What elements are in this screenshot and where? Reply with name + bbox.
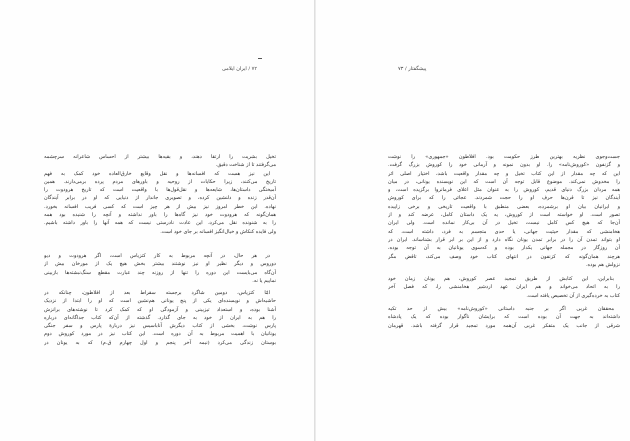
left-page xyxy=(0,0,314,441)
text-line: تصور است. او خواسته است از کوروش، یه یک داستان کامل، عرضه کند و از xyxy=(388,212,620,219)
text-line: آیندگان نیز تا قرن‌ها حرف او را حجت شمردند. عجائی را که برای کوروش xyxy=(388,195,620,202)
text-line: ولی فایده کنکاش و خیال‌انگیز افسانه بر جای خود است. xyxy=(160,228,276,235)
page-mark xyxy=(258,58,262,59)
text-line: هخامنشی که مقدار حیثیت جهانی، یا حدی متجسم به فرد، داشته است، که xyxy=(388,228,620,235)
text-line: را مخدوش نمی‌کند. موضوع قابل توجه آن است که این نویسنده یونانی، در میان xyxy=(388,178,620,185)
left-paragraph-2 xyxy=(44,252,276,285)
text-line: تاریخ می‌کنند، زیرا حکایات از روحیه و باورهای مردم پرده برمی‌دارند. همین xyxy=(44,178,276,185)
text-line: نماییم یا نه. xyxy=(252,277,276,284)
text-line: نزولش هم بوده. xyxy=(585,261,620,268)
text-line: محققان غربی اگر بر جنبه داستانی «کوروش‌نامه» بیش از حد تکیه xyxy=(388,306,614,312)
text-line: را به شنونده نقل می‌کرد، این عادت نادرستی نیست که همه آنها را باور داشته باشیم. xyxy=(44,220,276,227)
right-running-head: پیشگفتار / ۷۳ xyxy=(398,66,427,72)
text-line: و ایرانیان بیان او برشمرده، بعضی منطبق با واقعیت تاریخی و برخی زاییده xyxy=(388,203,620,210)
text-line: آمیختگی داستان‌ها، شایعه‌ها و نقل‌قول‌ها با واقعیت است که تاریخ هرودوت را xyxy=(44,187,276,194)
left-paragraph-1 xyxy=(44,153,276,236)
text-line: آن‌گاه می‌بایست این دوره را تنها از روزنه چند عبارت مقطع سنگ‌نبشته‌ها بازبینی xyxy=(44,269,276,276)
text-line: می‌گرفتند تا از شناخت دقیق. xyxy=(215,162,276,169)
text-line: بنابراین، این کتابش از طریق تمجید عصر کوروش، هم یونان زمان خود xyxy=(388,276,614,282)
text-line: کتاب به خرده‌گیری از آن تخصیص یافته است. xyxy=(526,292,620,299)
text-line: آن‌جا که هیچ کس کامل نیست، تخیل در آن بی‌کار نمانده است. ولی ایران xyxy=(388,220,620,227)
text-line: داشته‌اند به جهت آن بوده است که برایشان ناگوار بوده که یک پادشاه xyxy=(388,314,620,321)
text-line: همه مردان بزرگ دنیای قدیم، کوروش را به عنوان مثل اعلای فرمانروا برگزیده است، و xyxy=(388,187,620,194)
right-paragraph-3 xyxy=(388,305,620,330)
text-line: دوروس و دیگر نظیر او نیز نوشتند بیشتر بخش هیچ یک از مورخان بیش از xyxy=(44,261,276,268)
text-line: هرچند همان‌گونه که کزنفون در انتهای کتاب خود وصف می‌کند، تاقض مگر xyxy=(388,253,620,260)
text-line: این نیز هست که افسانه‌ها و نقل وقایع خارق‌العاده خود کمک به فهم xyxy=(44,170,270,177)
text-line: در هر حال، در آنچه مربوط به کار کتزیاس است، اگر هرودوت و دیو xyxy=(44,253,270,259)
text-line: آشنا بوده، و استعداد تیزبینی و آزمودگی او که کمک کرد تا نوشته‌های برانزش xyxy=(44,306,276,313)
text-line: را به اتحاد می‌خواند و هم ایران عهد اردشیر هخامنشی را، که فصل آخر xyxy=(388,284,620,291)
right-paragraph-2 xyxy=(388,275,620,300)
left-paragraph-3 xyxy=(44,289,276,347)
text-line: او بتواند تمدن آن را در برابر تمدن یونان نگاه دارد و از این بر ابر قرار بشناساند. ایران در xyxy=(388,236,620,243)
left-running-head: ۷۲ / ایران ایلامی xyxy=(222,66,258,72)
text-line: نهاده. این خطر امروز نیز بیش از هر چیز است که کسی فریب افسانه بخورد. xyxy=(44,203,276,210)
text-line: پارس نوشت، بخشی از کتاب دیگرش آناباسیس نیز دربارهٔ پارس و سفر جنگی xyxy=(44,323,276,330)
text-line: این که چه مقدار از این کتاب تخیل و چه مقدار واقعیت باشد، اختیار اصلی اثر xyxy=(388,170,620,177)
text-line: تخیل بشریت را ارتقا دهند، و بقیه‌ها بیشتر از احساس شاعرانه سرچشمه xyxy=(44,154,276,160)
text-line: شرقی از جانب یک متفکر غربی آن‌همه مورد تمجید قرار گرفته باشد. قهرمان xyxy=(388,322,620,329)
text-line: حاشیه‌اش و نویسنده‌ای یکی از پنج یونانی هم‌نشین است که او را ابتدا از نزدیک xyxy=(44,298,276,305)
right-page xyxy=(316,0,630,441)
text-line: جست‌وجوی نظریه بهترین طرز حکومت بود. افلاطون «جمهوری» را نوشت xyxy=(388,154,620,160)
text-line: آن روزگار در مجمله جهانی یکدار بوده و که‌سوی یونانیان به آن توجه بوده، xyxy=(388,245,620,252)
text-line: را هم به ایران از خود به جای گذارد. گذشته از آن‌که کتاب جداگانه‌ای درباره xyxy=(44,314,276,321)
text-line: بوستان زندگی می‌کرد (نیمه آخر پنجم و اول چهارم ق.م) که به یونان در xyxy=(44,339,276,346)
text-line: و گزنفون «کوروش‌نامه» را. او بدون نمونه و آرمانی خود را کوروش بزرگ گرفت. xyxy=(388,162,620,169)
text-line: امّا کتزیاس، دومین شاگرد برجسته سقراط بعد از افلاطون، چنانکه در xyxy=(44,290,270,296)
right-paragraph-1 xyxy=(388,153,620,269)
text-line: همان‌گونه که هرودوت خود نیز گاه‌ها را باور نداشته و آنچه را شنیده بود همه xyxy=(44,212,276,219)
text-line: یونانیان با اهمیت مربوط به آن دوره است. این کتاب نیز در مورد کوروش دوم xyxy=(44,331,276,338)
text-line: آن‌قدر زنده و دلنشین کرده، و تصویری جاندار از دنیایی که او در برابر آیندگان xyxy=(44,195,276,202)
